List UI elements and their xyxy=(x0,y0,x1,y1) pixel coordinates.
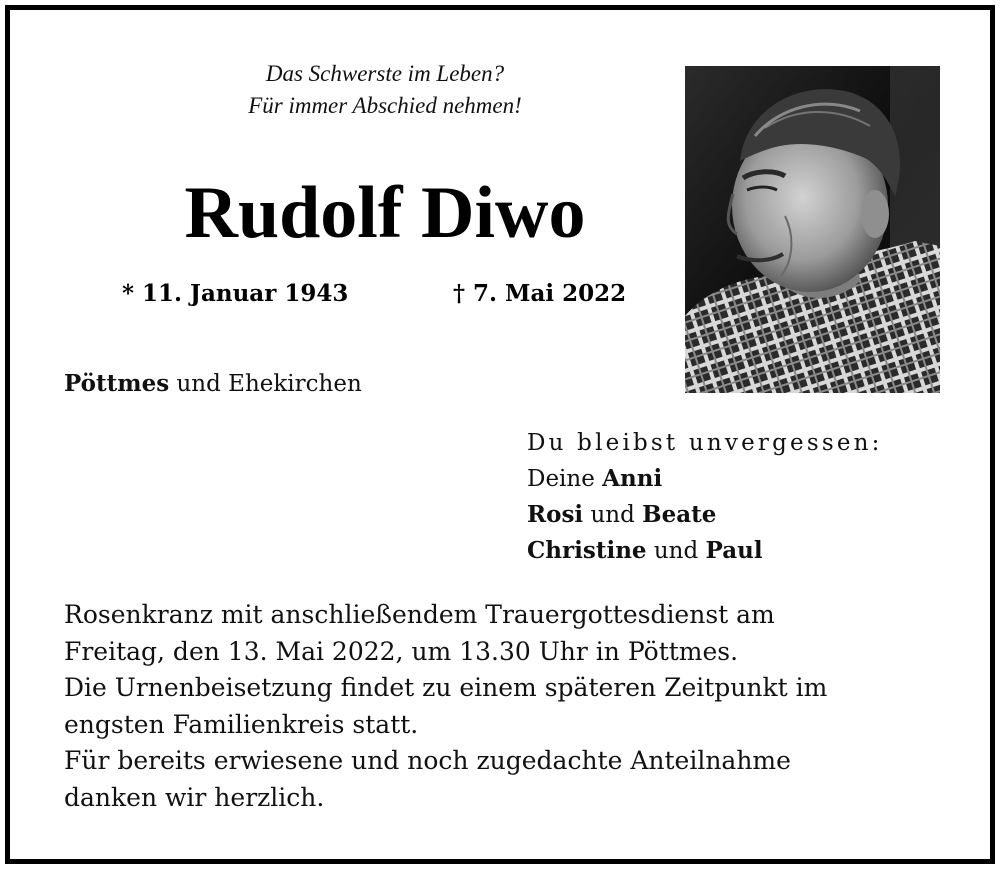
family-name-beate: Beate xyxy=(642,501,717,528)
family-line-2-and: und xyxy=(583,502,643,528)
notice-line: Die Urnenbeisetzung findet zu einem späteren Zeitpunkt im xyxy=(64,673,828,702)
death-date: † 7. Mai 2022 xyxy=(453,280,627,307)
family-line-1 xyxy=(527,461,883,497)
portrait-photo xyxy=(685,66,940,393)
family-name-christine: Christine xyxy=(527,537,647,564)
family-name-paul: Paul xyxy=(705,537,763,564)
portrait-illustration xyxy=(685,66,940,393)
family-line-2 xyxy=(527,497,883,533)
family-intro: Du bleibst unvergessen: xyxy=(527,430,883,456)
motto-line-1: Das Schwerste im Leben? xyxy=(265,61,505,86)
notice-line: danken wir herzlich. xyxy=(64,782,325,812)
notice-line: Freitag, den 13. Mai 2022, um 13.30 Uhr in Pöttmes. xyxy=(64,636,739,666)
deceased-name: Rudolf Diwo xyxy=(184,172,586,254)
family-line-1-prefix: Deine xyxy=(527,466,603,492)
place-line xyxy=(64,367,362,401)
family-name-rosi: Rosi xyxy=(527,501,584,528)
family-name-anni: Anni xyxy=(602,465,663,492)
birth-date: * 11. Januar 1943 xyxy=(122,280,349,307)
motto xyxy=(190,58,580,122)
notice-line: Für bereits erwiesene und noch zugedachte Anteilnahme xyxy=(64,746,791,775)
family-line-3 xyxy=(527,533,883,569)
motto-line-2: Für immer Abschied nehmen! xyxy=(248,93,522,118)
family-block xyxy=(527,425,883,569)
place-main: Pöttmes xyxy=(64,370,170,397)
ceremony-notice xyxy=(64,597,954,816)
family-line-3-and: und xyxy=(646,538,706,564)
notice-line: Rosenkranz mit anschließendem Trauergottesdienst am xyxy=(64,600,775,629)
place-rest: und Ehekirchen xyxy=(169,371,362,397)
notice-line: engsten Familienkreis statt. xyxy=(64,709,419,739)
